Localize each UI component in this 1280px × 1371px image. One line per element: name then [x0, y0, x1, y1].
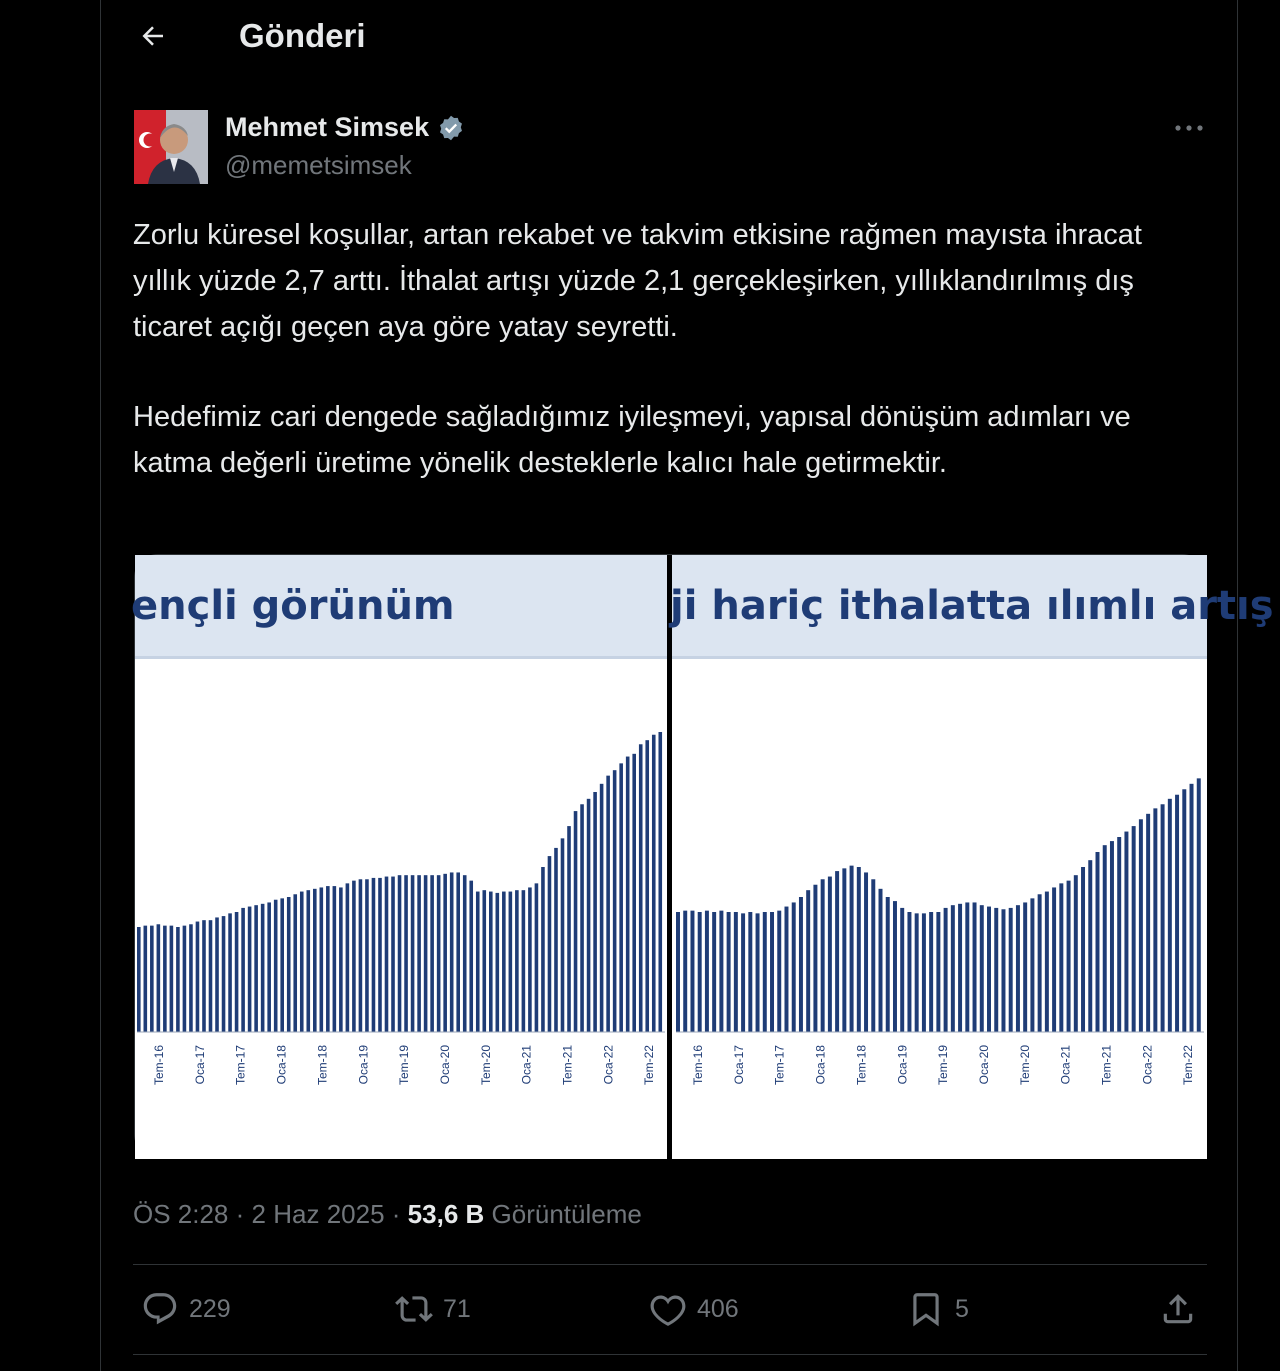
bar	[404, 875, 408, 1032]
bar	[1096, 852, 1100, 1032]
bar	[176, 927, 180, 1032]
bar	[574, 811, 578, 1032]
bookmark-count: 5	[955, 1294, 969, 1323]
bar	[1045, 892, 1049, 1032]
x-tick-label: Oca-18	[813, 1045, 828, 1085]
page-title: Gönderi	[239, 17, 366, 54]
bar	[712, 912, 716, 1032]
bar	[293, 894, 297, 1032]
x-tick-label: Tem-16	[691, 1045, 705, 1086]
chart-title-left: ençli görünüm	[131, 583, 455, 629]
chart-panel-right	[670, 555, 1274, 1159]
back-button[interactable]	[133, 16, 173, 56]
bookmark-button[interactable]	[907, 1278, 969, 1340]
avatar[interactable]	[134, 110, 208, 184]
x-tick-label: Tem-17	[772, 1045, 787, 1086]
bar	[944, 908, 948, 1032]
bar	[326, 886, 330, 1032]
bar	[489, 892, 493, 1032]
bar	[606, 776, 610, 1032]
bar	[632, 754, 636, 1032]
tweet-meta	[133, 1196, 642, 1232]
bar	[137, 927, 141, 1032]
bar	[850, 866, 854, 1032]
bar	[541, 867, 545, 1032]
bar	[254, 905, 258, 1032]
bar	[1124, 832, 1128, 1032]
bar	[587, 799, 591, 1032]
x-tick-label: Tem-19	[397, 1045, 412, 1086]
bar	[352, 881, 356, 1032]
bar	[1023, 902, 1027, 1032]
bar	[450, 872, 454, 1032]
bar	[994, 908, 998, 1032]
bar	[907, 912, 911, 1032]
bar	[567, 826, 571, 1032]
page-header	[101, 0, 1237, 72]
bar	[784, 907, 788, 1032]
verified-badge-icon[interactable]	[437, 114, 465, 142]
tweet-paragraph: Hedefimiz cari dengede sağladığımız iyileşmeyi, yapısal dönüşüm adımları ve katma değerli üretime yönelik desteklerle kalıcı hale getirmektir.	[133, 401, 1131, 479]
bar	[359, 879, 363, 1032]
bar	[770, 912, 774, 1032]
share-button[interactable]	[1159, 1278, 1197, 1340]
divider-top	[133, 1264, 1207, 1265]
bar	[150, 926, 154, 1032]
bar	[777, 911, 781, 1032]
bar	[509, 892, 513, 1032]
bar	[1132, 826, 1136, 1032]
bar	[378, 878, 382, 1032]
x-tick-label: Tem-18	[315, 1045, 330, 1086]
bar	[241, 908, 245, 1032]
bar	[1103, 845, 1107, 1032]
bar	[456, 872, 460, 1032]
x-tick-label: Tem-18	[854, 1045, 869, 1086]
bar	[813, 885, 817, 1032]
bar	[300, 892, 304, 1032]
bar	[196, 922, 200, 1032]
bar	[1009, 908, 1013, 1032]
tweet-paragraph: Zorlu küresel koşullar, artan rekabet ve takvim etkisine rağmen mayısta ihracat yıllık yüzde 2,7 arttı. İthalat artışı yüzde 2,1 gerçekleşirken, yıllıklandırılmış dış ticaret açığı geçen aya göre yatay seyretti.	[133, 219, 1142, 343]
bar	[1146, 814, 1150, 1032]
bar	[734, 912, 738, 1032]
bar	[864, 872, 868, 1032]
bar	[339, 887, 343, 1032]
bar	[1001, 909, 1005, 1032]
bar	[1182, 789, 1186, 1032]
x-tick-label: Oca-19	[356, 1045, 371, 1085]
bar	[652, 735, 656, 1032]
bar	[163, 926, 167, 1032]
heart-icon	[649, 1290, 687, 1328]
bar	[929, 912, 933, 1032]
bar	[719, 911, 723, 1032]
bar	[987, 907, 991, 1032]
bar	[973, 902, 977, 1032]
bar	[274, 900, 278, 1032]
bar	[411, 875, 415, 1032]
bar	[1038, 894, 1042, 1032]
bar	[482, 890, 486, 1032]
bar	[391, 877, 395, 1032]
meta-separator: ·	[235, 1199, 245, 1229]
bar	[951, 905, 955, 1032]
bar	[430, 875, 434, 1032]
bar	[842, 868, 846, 1032]
bar	[626, 757, 630, 1032]
x-tick-label: Tem-16	[152, 1045, 166, 1086]
bar	[215, 917, 219, 1032]
bar	[1175, 795, 1179, 1032]
bar	[1197, 778, 1201, 1032]
bar	[548, 856, 552, 1032]
main-column	[100, 0, 1274, 1371]
bar	[619, 763, 623, 1032]
more-options-button[interactable]	[1169, 112, 1209, 144]
bar	[1139, 819, 1143, 1032]
x-tick-label: Tem-20	[478, 1045, 493, 1086]
x-tick-label: Tem-21	[1099, 1045, 1114, 1086]
bar	[320, 887, 324, 1032]
chart-title-right: ji hariç ithalatta ılımlı artış	[670, 583, 1274, 629]
divider-bottom	[133, 1354, 1207, 1355]
bar	[267, 902, 271, 1032]
bar	[417, 875, 421, 1032]
bar	[835, 871, 839, 1032]
bar	[958, 904, 962, 1032]
bar	[202, 920, 206, 1032]
bar	[676, 912, 680, 1032]
bar	[1074, 875, 1078, 1032]
bar	[893, 901, 897, 1032]
bar	[1059, 883, 1063, 1032]
bar	[209, 920, 213, 1032]
bar	[189, 924, 193, 1032]
action-bar	[133, 1278, 1213, 1340]
x-tick-label: Oca-17	[731, 1045, 746, 1085]
bar	[528, 887, 532, 1032]
bar	[580, 804, 584, 1032]
bar	[1117, 837, 1121, 1032]
bar	[593, 792, 597, 1032]
bar	[437, 875, 441, 1032]
bar	[1067, 881, 1071, 1032]
bar	[639, 744, 643, 1032]
bookmark-icon	[907, 1290, 945, 1328]
x-tick-label: Tem-17	[233, 1045, 248, 1086]
bar	[600, 784, 604, 1032]
bar	[828, 877, 832, 1032]
bar	[727, 912, 731, 1032]
bar	[613, 770, 617, 1032]
author-name-row[interactable]	[225, 112, 465, 143]
x-tick-label: Oca-18	[274, 1045, 289, 1085]
bar	[857, 867, 861, 1032]
bar	[398, 875, 402, 1032]
tweet-media[interactable]	[131, 554, 1274, 1158]
bar	[879, 889, 883, 1032]
bar	[385, 877, 389, 1032]
view-label: Görüntüleme	[491, 1199, 642, 1229]
x-tick-label: Oca-20	[977, 1045, 991, 1085]
bar	[157, 924, 161, 1032]
bar	[690, 911, 694, 1032]
view-count[interactable]: 53,6 B	[407, 1199, 485, 1229]
x-tick-label: Tem-21	[560, 1045, 575, 1086]
bar	[476, 892, 480, 1032]
bar	[170, 926, 174, 1032]
bar	[900, 908, 904, 1032]
bar	[496, 893, 500, 1032]
bar	[287, 897, 291, 1032]
reply-count: 229	[189, 1294, 231, 1323]
bar	[922, 913, 926, 1032]
bar	[806, 890, 810, 1032]
bar	[424, 875, 428, 1032]
bar	[871, 879, 875, 1032]
author-handle[interactable]: @memetsimsek	[225, 150, 412, 180]
x-tick-label: Oca-19	[895, 1045, 910, 1085]
bar	[792, 902, 796, 1032]
bar	[645, 740, 649, 1032]
x-tick-label: Oca-22	[601, 1045, 616, 1085]
bar	[756, 913, 760, 1032]
bar	[535, 883, 539, 1032]
retweet-icon	[395, 1290, 433, 1328]
author-name[interactable]: Mehmet Simsek	[225, 112, 430, 142]
bar	[763, 912, 767, 1032]
retweet-button[interactable]	[395, 1278, 471, 1340]
bar-chart-right	[672, 555, 1207, 1159]
bar-chart-left	[135, 555, 667, 1159]
bar	[313, 889, 317, 1032]
share-icon	[1159, 1290, 1197, 1328]
bar	[1161, 804, 1165, 1032]
bar	[748, 912, 752, 1032]
bar	[915, 913, 919, 1032]
bar	[469, 881, 473, 1032]
bar	[502, 892, 506, 1032]
bar	[261, 904, 265, 1032]
bar	[1052, 887, 1056, 1032]
more-dots-icon	[1174, 123, 1204, 133]
bar	[1110, 841, 1114, 1032]
bar	[235, 912, 239, 1032]
bar	[1190, 784, 1194, 1032]
bar	[228, 913, 232, 1032]
like-button[interactable]	[649, 1278, 739, 1340]
arrow-left-icon	[138, 21, 168, 51]
bar	[1016, 905, 1020, 1032]
bar	[144, 926, 148, 1032]
bar	[705, 911, 709, 1032]
bar	[1088, 860, 1092, 1032]
bar	[698, 912, 702, 1032]
x-tick-label: Oca-21	[1058, 1045, 1073, 1085]
bar	[522, 890, 526, 1032]
bar	[554, 848, 558, 1032]
bar	[346, 883, 350, 1032]
bar	[741, 913, 745, 1032]
bar	[799, 897, 803, 1032]
tweet-time[interactable]: ÖS 2:28	[133, 1199, 229, 1229]
bar	[443, 874, 447, 1032]
bar	[333, 886, 337, 1032]
bar	[1153, 808, 1157, 1032]
bar	[183, 926, 187, 1032]
bar	[280, 898, 284, 1032]
bar	[463, 875, 467, 1032]
bar	[248, 907, 252, 1032]
bar	[980, 905, 984, 1032]
bar	[965, 902, 969, 1032]
chart-panel-left	[131, 555, 667, 1159]
bar	[561, 838, 565, 1032]
bar	[1081, 867, 1085, 1032]
bar	[658, 732, 662, 1032]
like-count: 406	[697, 1294, 739, 1323]
bar	[1168, 799, 1172, 1032]
avatar-image	[134, 110, 208, 184]
x-tick-label: Oca-20	[438, 1045, 452, 1085]
x-tick-label: Tem-20	[1017, 1045, 1032, 1086]
bar	[1030, 898, 1034, 1032]
bar	[683, 911, 687, 1032]
bar	[936, 912, 940, 1032]
x-tick-label: Tem-19	[936, 1045, 951, 1086]
bar	[886, 897, 890, 1032]
x-tick-label: Oca-22	[1140, 1045, 1155, 1085]
x-tick-label: Oca-21	[519, 1045, 534, 1085]
tweet-text	[133, 212, 1193, 486]
x-tick-label: Tem-22	[1181, 1045, 1196, 1086]
bar	[222, 916, 226, 1032]
x-tick-label: Oca-17	[192, 1045, 207, 1085]
reply-icon	[141, 1290, 179, 1328]
x-tick-label: Tem-22	[642, 1045, 657, 1086]
bar	[365, 879, 369, 1032]
reply-button[interactable]	[141, 1278, 231, 1340]
bar	[372, 878, 376, 1032]
meta-separator: ·	[391, 1199, 401, 1229]
retweet-count: 71	[443, 1294, 471, 1323]
bar	[821, 879, 825, 1032]
tweet-date[interactable]: 2 Haz 2025	[251, 1199, 385, 1229]
bar	[515, 890, 519, 1032]
bar	[306, 890, 310, 1032]
